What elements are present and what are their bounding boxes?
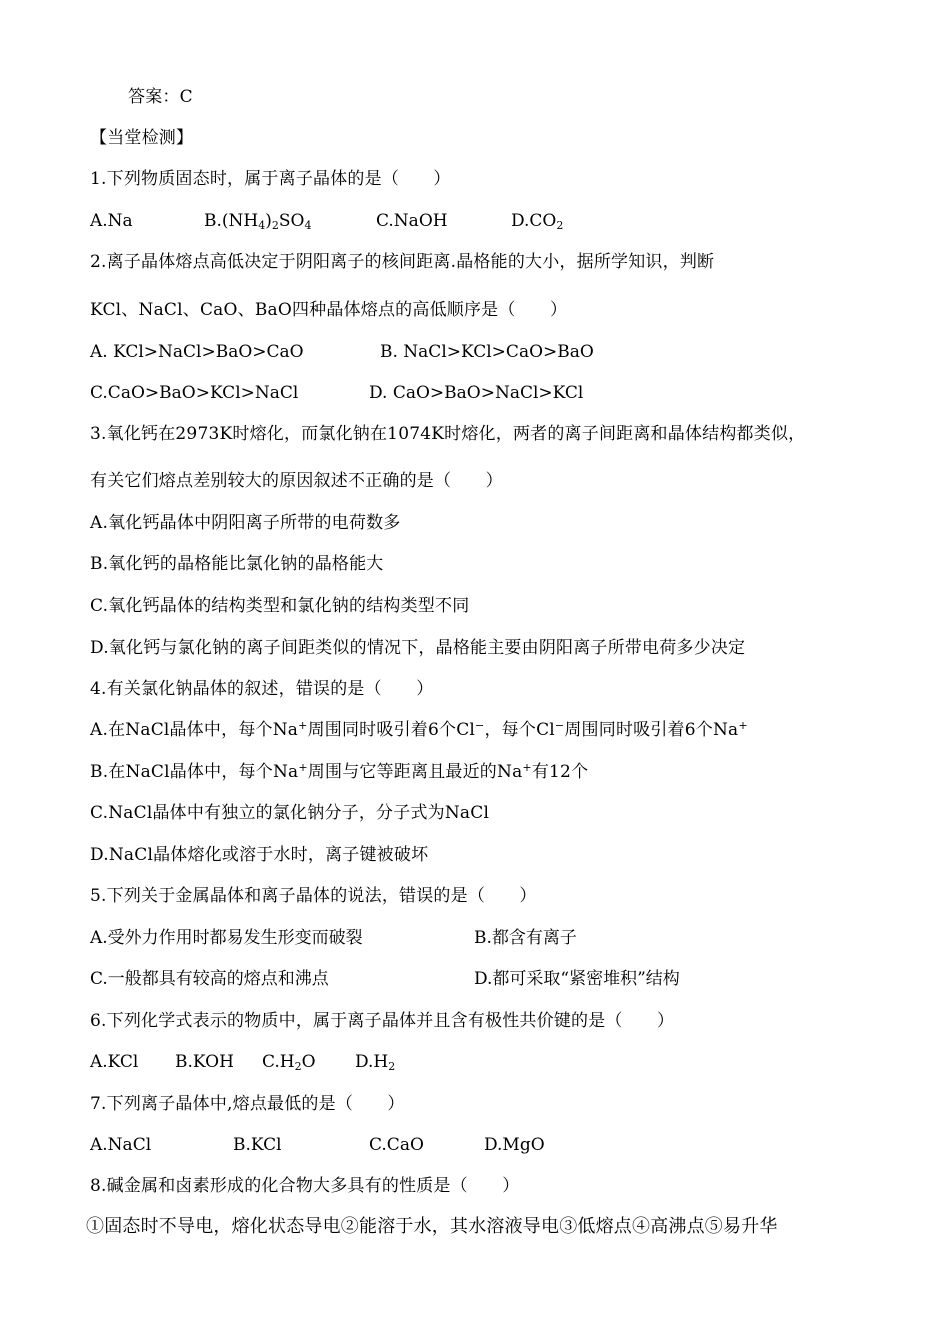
q7-option-a: A.NaCl bbox=[90, 1135, 152, 1155]
q5-option-c: C.一般都具有较高的熔点和沸点 bbox=[90, 969, 329, 989]
q4-stem: 4.有关氯化钠晶体的叙述，错误的是（ ） bbox=[90, 679, 434, 699]
q2-stem-line2: KCl、NaCl、CaO、BaO四种晶体熔点的高低顺序是（ ） bbox=[90, 300, 568, 320]
q3-option-d: D.氧化钙与氯化钠的离子间距类似的情况下，晶格能主要由阴阳离子所带电荷多少决定 bbox=[90, 638, 746, 658]
q3-option-c: C.氧化钙晶体的结构类型和氯化钠的结构类型不同 bbox=[90, 596, 470, 616]
q2-stem-line1: 2.离子晶体熔点高低决定于阴阳离子的核间距离.晶格能的大小，据所学知识，判断 bbox=[90, 252, 715, 272]
q7-option-c: C.CaO bbox=[369, 1135, 424, 1155]
q8-properties: ①固态时不导电，熔化状态导电②能溶于水，其水溶液导电③低熔点④高沸点⑤易升华 bbox=[86, 1216, 778, 1237]
q2-option-c: C.CaO>BaO>KCl>NaCl bbox=[90, 383, 299, 403]
q6-option-a: A.KCl bbox=[90, 1052, 139, 1072]
section-title: 【当堂检测】 bbox=[90, 128, 194, 148]
q4-option-a: A.在NaCl晶体中，每个Na+周围同时吸引着6个Cl−，每个Cl−周围同时吸引着6个Na+ bbox=[90, 719, 748, 740]
q1-option-d: $D.CO_2$ bbox=[511, 211, 564, 232]
q3-stem-line1: 3.氧化钙在2973K时熔化，而氯化钠在1074K时熔化，两者的离子间距离和晶体结构都类似， bbox=[90, 424, 806, 444]
q2-option-b: B. NaCl>KCl>CaO>BaO bbox=[380, 342, 594, 362]
q6-option-c: $C.H_2O$ bbox=[262, 1052, 316, 1073]
q8-stem: 8.碱金属和卤素形成的化合物大多具有的性质是（ ） bbox=[90, 1176, 520, 1196]
q5-option-d: D.都可采取“紧密堆积”结构 bbox=[474, 969, 680, 989]
q3-option-b: B.氧化钙的晶格能比氯化钠的晶格能大 bbox=[90, 554, 384, 574]
q1-stem: 1.下列物质固态时，属于离子晶体的是（ ） bbox=[90, 169, 451, 189]
q5-option-a: A.受外力作用时都易发生形变而破裂 bbox=[90, 928, 363, 948]
q2-option-d: D. CaO>BaO>NaCl>KCl bbox=[369, 383, 584, 403]
q2-option-a: A. KCl>NaCl>BaO>CaO bbox=[90, 342, 304, 362]
q3-stem-line2: 有关它们熔点差别较大的原因叙述不正确的是（ ） bbox=[90, 471, 503, 491]
q3-option-a: A.氧化钙晶体中阴阳离子所带的电荷数多 bbox=[90, 513, 401, 533]
q5-option-b: B.都含有离子 bbox=[474, 928, 577, 948]
q6-option-b: B.KOH bbox=[175, 1052, 234, 1072]
q6-option-d: $D.H_2$ bbox=[355, 1052, 396, 1073]
q4-option-c: C.NaCl晶体中有独立的氯化钠分子，分子式为NaCl bbox=[90, 803, 490, 823]
answer-line: 答案：C bbox=[128, 87, 193, 107]
q4-option-b: B.在NaCl晶体中，每个Na+周围与它等距离且最近的Na+有12个 bbox=[90, 761, 589, 782]
q1-option-c: C.NaOH bbox=[376, 211, 448, 231]
q7-stem: 7.下列离子晶体中,熔点最低的是（ ） bbox=[90, 1094, 405, 1114]
q6-stem: 6.下列化学式表示的物质中，属于离子晶体并且含有极性共价键的是（ ） bbox=[90, 1011, 675, 1031]
q7-option-b: B.KCl bbox=[233, 1135, 282, 1155]
q7-option-d: D.MgO bbox=[484, 1135, 545, 1155]
q5-stem: 5.下列关于金属晶体和离子晶体的说法，错误的是（ ） bbox=[90, 886, 537, 906]
q1-option-b: $B.(NH_4)_2SO_4$ bbox=[204, 211, 312, 232]
q1-option-a: A.Na bbox=[90, 211, 133, 231]
q4-option-d: D.NaCl晶体熔化或溶于水时，离子键被破坏 bbox=[90, 845, 429, 865]
